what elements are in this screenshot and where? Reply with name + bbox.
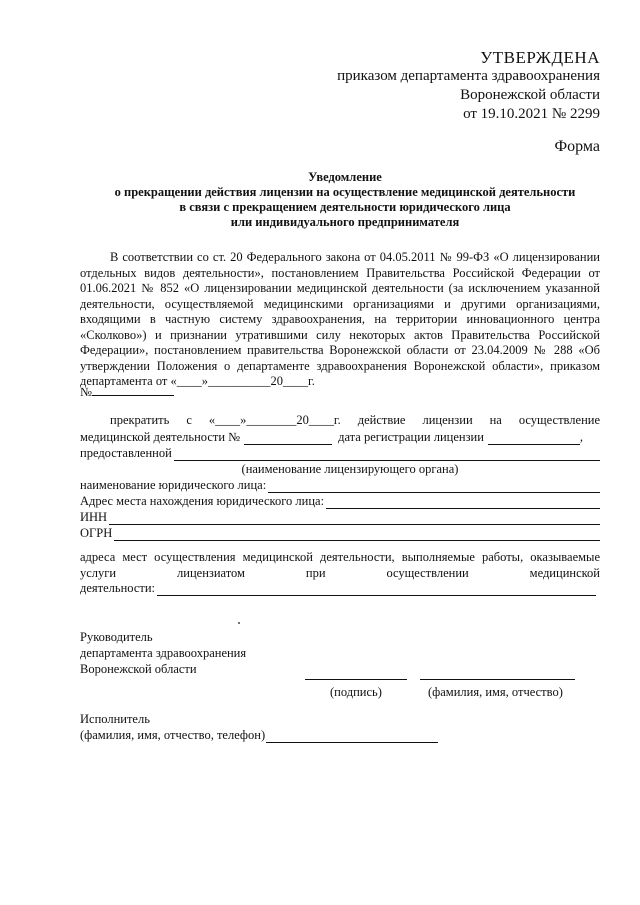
approval-line-3: от 19.10.2021 № 2299 — [463, 106, 600, 122]
approval-block — [337, 48, 600, 124]
signature-line[interactable] — [305, 678, 407, 680]
address-label: Адрес места нахождения юридического лица: — [80, 494, 325, 508]
activity-row — [80, 581, 596, 596]
executor-label: Исполнитель — [80, 712, 150, 726]
entity-name-row — [80, 478, 600, 493]
provided-row — [80, 446, 600, 461]
executor-block — [80, 711, 438, 743]
inn-blank[interactable] — [109, 512, 600, 525]
approval-line-2: Воронежской области — [460, 87, 600, 103]
license-number-label: медицинской деятельности № — [80, 430, 241, 444]
activity-paragraph: адреса мест осуществления медицинской деятельности, выполняемые работы, оказываемые услуги лицензиатом при осуществлении медицинской — [80, 550, 600, 580]
authority-caption: (наименование лицензирующего органа) — [241, 462, 459, 476]
ogrn-row — [80, 526, 600, 541]
form-label: Форма — [554, 138, 600, 155]
terminate-line: прекратить с «____»________20____г. действие лицензии на осуществление — [110, 413, 600, 427]
approval-title: УТВЕРЖДЕНА — [480, 48, 600, 67]
executor-caption: (фамилия, имя, отчество, телефон) — [80, 728, 266, 742]
head-line-1: Руководитель — [80, 630, 153, 644]
document-heading — [80, 170, 610, 230]
license-date-blank[interactable] — [488, 432, 580, 445]
order-number-row — [80, 383, 174, 400]
head-block — [80, 629, 246, 677]
approval-line-1: приказом департамента здравоохранения — [337, 68, 600, 84]
activity-label: деятельности: — [80, 581, 156, 595]
activity-blank[interactable] — [157, 583, 596, 596]
head-line-3: Воронежской области — [80, 662, 197, 676]
heading-line-4: или индивидуального предпринимателя — [230, 215, 460, 229]
entity-name-blank[interactable] — [268, 480, 600, 493]
scan-speck — [238, 622, 240, 624]
order-number-prefix: № — [80, 385, 92, 399]
preamble-paragraph: В соответствии со ст. 20 Федерального закона от 04.05.2011 № 99-ФЗ «О лицензировании отдельных видов деятельности», постановлением Правительства Российской Федерации от 01.06.2021 № 852 «О лицензировании медицинской деятельности (за исключением указанной деятельности, осуществляемой медицинскими организациями и другими организациями, входящими в частную систему здравоохранения, на территории инновационного центра «Сколково») и признании утратившими силу некоторых актов Правительства Российской Федерации», постановлением правительства Воронежской области от 23.04.2009 № 288 «Об утверждении Положения о департаменте здравоохранения Воронежской области», приказом департамента от «____»__________20____г. — [80, 250, 600, 388]
inn-label: ИНН — [80, 510, 108, 524]
inn-row — [80, 510, 600, 525]
full-name-caption: (фамилия, имя, отчество) — [428, 685, 563, 699]
license-row-comma: , — [579, 430, 584, 444]
provided-blank[interactable] — [174, 448, 600, 461]
license-number-blank[interactable] — [244, 432, 332, 445]
entity-name-label: наименование юридического лица: — [80, 478, 267, 492]
provided-label: предоставленной — [80, 446, 172, 460]
heading-line-2: о прекращении действия лицензии на осуществление медицинской деятельности — [114, 185, 576, 199]
heading-line-3: в связи с прекращением деятельности юридического лица — [179, 200, 511, 214]
address-row — [80, 494, 600, 509]
address-blank[interactable] — [326, 496, 600, 509]
order-number-blank[interactable] — [92, 383, 174, 396]
signature-caption: (подпись) — [330, 685, 382, 699]
ogrn-blank[interactable] — [114, 528, 600, 541]
ogrn-label: ОГРН — [80, 526, 113, 540]
license-number-row — [80, 430, 600, 445]
heading-line-1: Уведомление — [308, 170, 382, 184]
head-line-2: департамента здравоохранения — [80, 646, 247, 660]
executor-blank[interactable] — [266, 730, 438, 743]
full-name-line[interactable] — [420, 678, 575, 680]
executor-row — [80, 727, 438, 743]
license-date-label: дата регистрации лицензии — [338, 430, 484, 444]
